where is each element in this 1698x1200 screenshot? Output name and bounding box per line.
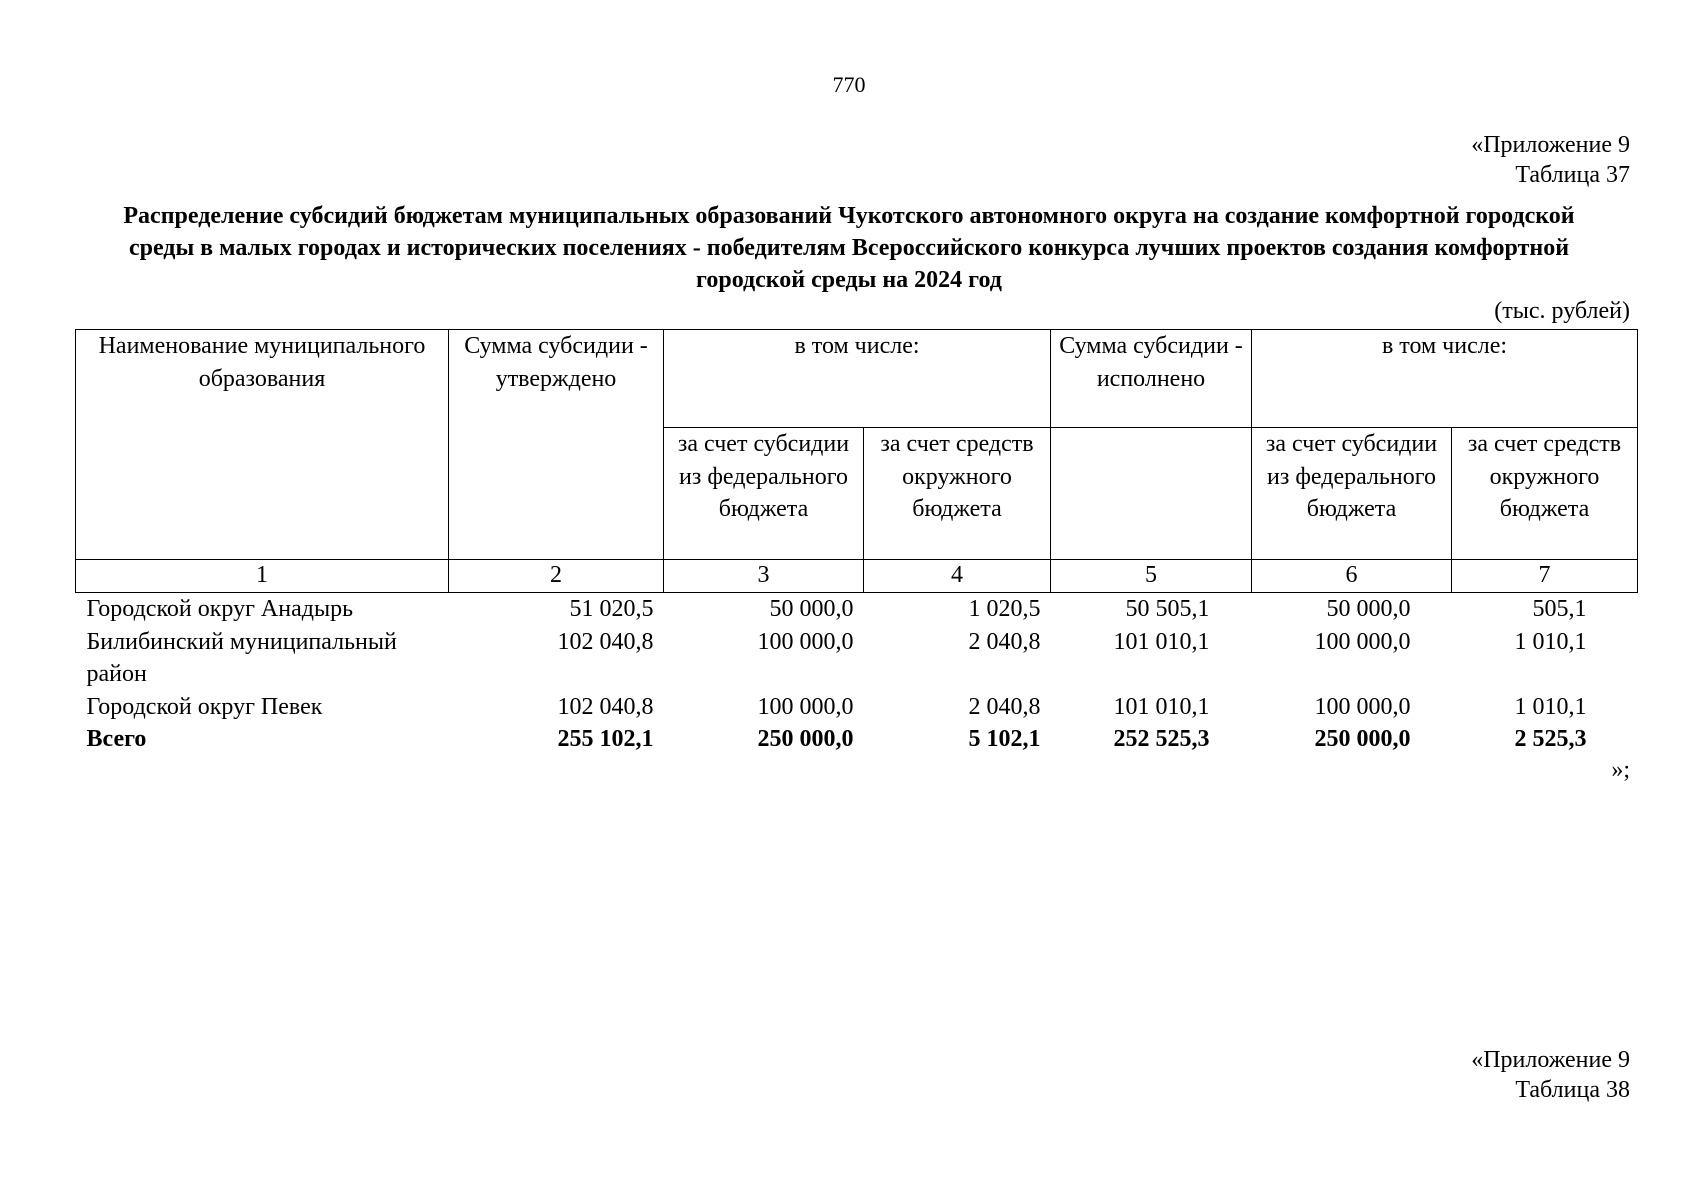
total-district-approved: 5 102,1 [968,726,1041,752]
municipality-name: Городской округ Певек [86,693,323,720]
column-number: 5 [1051,560,1252,593]
column-number: 2 [449,560,664,593]
table-row [76,626,1638,691]
value-approved: 102 040,8 [557,628,654,655]
column-number: 7 [1452,560,1638,593]
column-number: 4 [864,560,1051,593]
value-federal-executed: 50 000,0 [1326,596,1411,622]
header-approved: Сумма субсидии - утверждено [449,330,664,560]
total-executed: 252 525,3 [1113,726,1210,752]
header-federal-2: за счет субсидии из федерального бюджета [1252,428,1452,560]
appendix-header-top [1471,130,1630,190]
total-approved: 255 102,1 [557,726,654,752]
table-label: Таблица 37 [1515,162,1630,188]
municipality-name: Билибинский муниципальный район [86,628,397,687]
header-federal-1: за счет субсидии из федерального бюджета [664,428,864,560]
appendix-header-bottom [1471,1045,1630,1105]
column-number: 1 [76,560,449,593]
value-executed: 50 505,1 [1125,596,1210,622]
total-federal-approved: 250 000,0 [757,726,854,752]
subsidy-table-wrap [75,329,1638,756]
header-district-1: за счет средств окружного бюджета [864,428,1051,560]
municipality-name: Городской округ Анадырь [86,596,354,622]
value-federal-executed: 100 000,0 [1314,693,1411,720]
value-executed: 101 010,1 [1113,628,1210,655]
total-district-executed: 2 525,3 [1514,726,1587,752]
value-federal-approved: 100 000,0 [757,693,854,720]
value-executed: 101 010,1 [1113,693,1210,720]
header-executed-empty [1051,428,1252,560]
value-district-executed: 505,1 [1532,596,1587,622]
appendix-label: «Приложение 9 [1471,132,1630,158]
value-district-approved: 2 040,8 [968,628,1041,655]
column-number: 6 [1252,560,1452,593]
appendix-label: «Приложение 9 [1471,1047,1630,1073]
column-number: 3 [664,560,864,593]
table-label: Таблица 38 [1515,1077,1630,1103]
table-row [76,691,1638,724]
header-municipality: Наименование муниципального образования [76,330,449,560]
document-title: Распределение субсидий бюджетам муниципальных образований Чукотского автономного округа на создание комфортной городской среды в малых городах и исторических поселениях - победителям Всероссийского конкурса лучших проектов создания комфортной городской среды на 2024 год [123,203,1575,293]
header-including-1: в том числе: [664,330,1051,428]
header-executed: Сумма субсидии - исполнено [1051,330,1252,428]
closing-quote: »; [1611,757,1630,783]
subsidy-table [75,329,1638,756]
total-row [76,723,1638,756]
value-federal-approved: 50 000,0 [769,596,854,622]
units-label: (тыс. рублей) [1494,298,1630,324]
value-approved: 102 040,8 [557,693,654,720]
header-district-2: за счет средств окружного бюджета [1452,428,1638,560]
value-district-approved: 1 020,5 [968,596,1041,622]
total-federal-executed: 250 000,0 [1314,726,1411,752]
total-label: Всего [86,726,147,752]
value-district-executed: 1 010,1 [1514,628,1587,655]
header-including-2: в том числе: [1252,330,1638,428]
page-number: 770 [832,72,866,97]
value-district-approved: 2 040,8 [968,693,1041,720]
table-row [76,593,1638,626]
value-approved: 51 020,5 [569,596,654,622]
value-federal-approved: 100 000,0 [757,628,854,655]
value-federal-executed: 100 000,0 [1314,628,1411,655]
value-district-executed: 1 010,1 [1514,693,1587,720]
